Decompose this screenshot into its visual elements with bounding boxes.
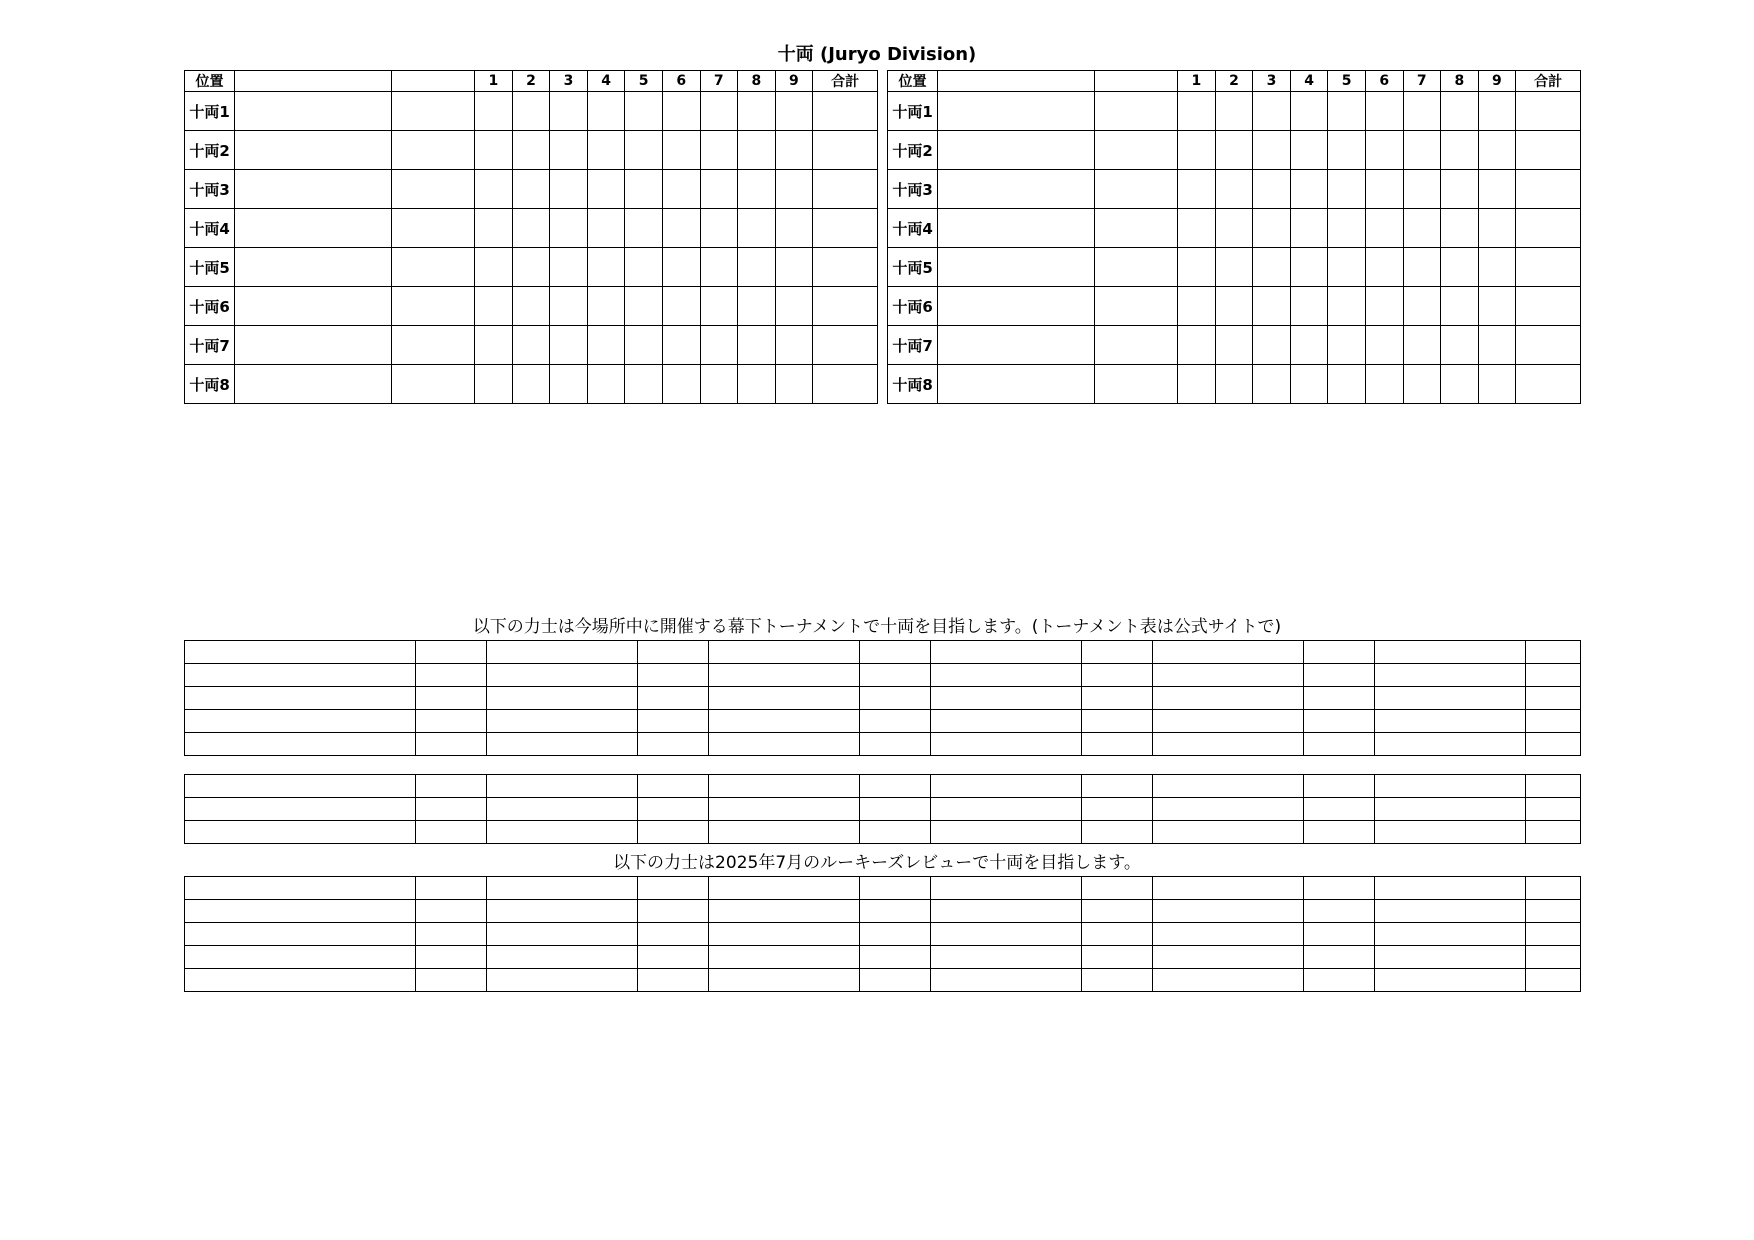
rank-label: 十両1 <box>185 92 235 131</box>
rank-label: 十両7 <box>888 326 938 365</box>
makushita-grid-2 <box>184 774 1581 844</box>
page-title: 十両 (Juryo Division) <box>777 44 977 65</box>
rank-label: 十両2 <box>888 131 938 170</box>
rank-label: 十両3 <box>888 170 938 209</box>
banzuke-table-left <box>184 70 878 404</box>
col-rank: 位置 <box>888 71 938 92</box>
rank-label: 十両4 <box>185 209 235 248</box>
rank-label: 十両7 <box>185 326 235 365</box>
makushita-grid <box>184 640 1581 756</box>
rank-label: 十両6 <box>888 287 938 326</box>
rank-label: 十両8 <box>185 365 235 404</box>
banzuke-header-row: 位置 1 2 3 4 5 6 7 8 9 合計 <box>888 71 1581 92</box>
rank-label: 十両4 <box>888 209 938 248</box>
rank-label: 十両1 <box>888 92 938 131</box>
banzuke-header-row: 位置 1 2 3 4 5 6 7 8 9 合計 <box>185 71 878 92</box>
rank-label: 十両5 <box>888 248 938 287</box>
rank-label: 十両6 <box>185 287 235 326</box>
col-rank: 位置 <box>185 71 235 92</box>
col-name <box>235 71 392 92</box>
col-origin <box>391 71 474 92</box>
rank-label: 十両8 <box>888 365 938 404</box>
col-total: 合計 <box>1516 71 1581 92</box>
rank-label: 十両2 <box>185 131 235 170</box>
col-name <box>938 71 1095 92</box>
rookie-notice: 以下の力士は2025年7月のルーキーズレビューで十両を目指します。 <box>613 853 1141 873</box>
col-total: 合計 <box>813 71 878 92</box>
banzuke-table-right <box>887 70 1581 404</box>
makushita-notice: 以下の力士は今場所中に開催する幕下トーナメントで十両を目指します。(トーナメント表は公式サイトで) <box>472 617 1282 637</box>
rank-label: 十両5 <box>185 248 235 287</box>
col-origin <box>1094 71 1177 92</box>
rank-label: 十両3 <box>185 170 235 209</box>
rookie-grid <box>184 876 1581 992</box>
